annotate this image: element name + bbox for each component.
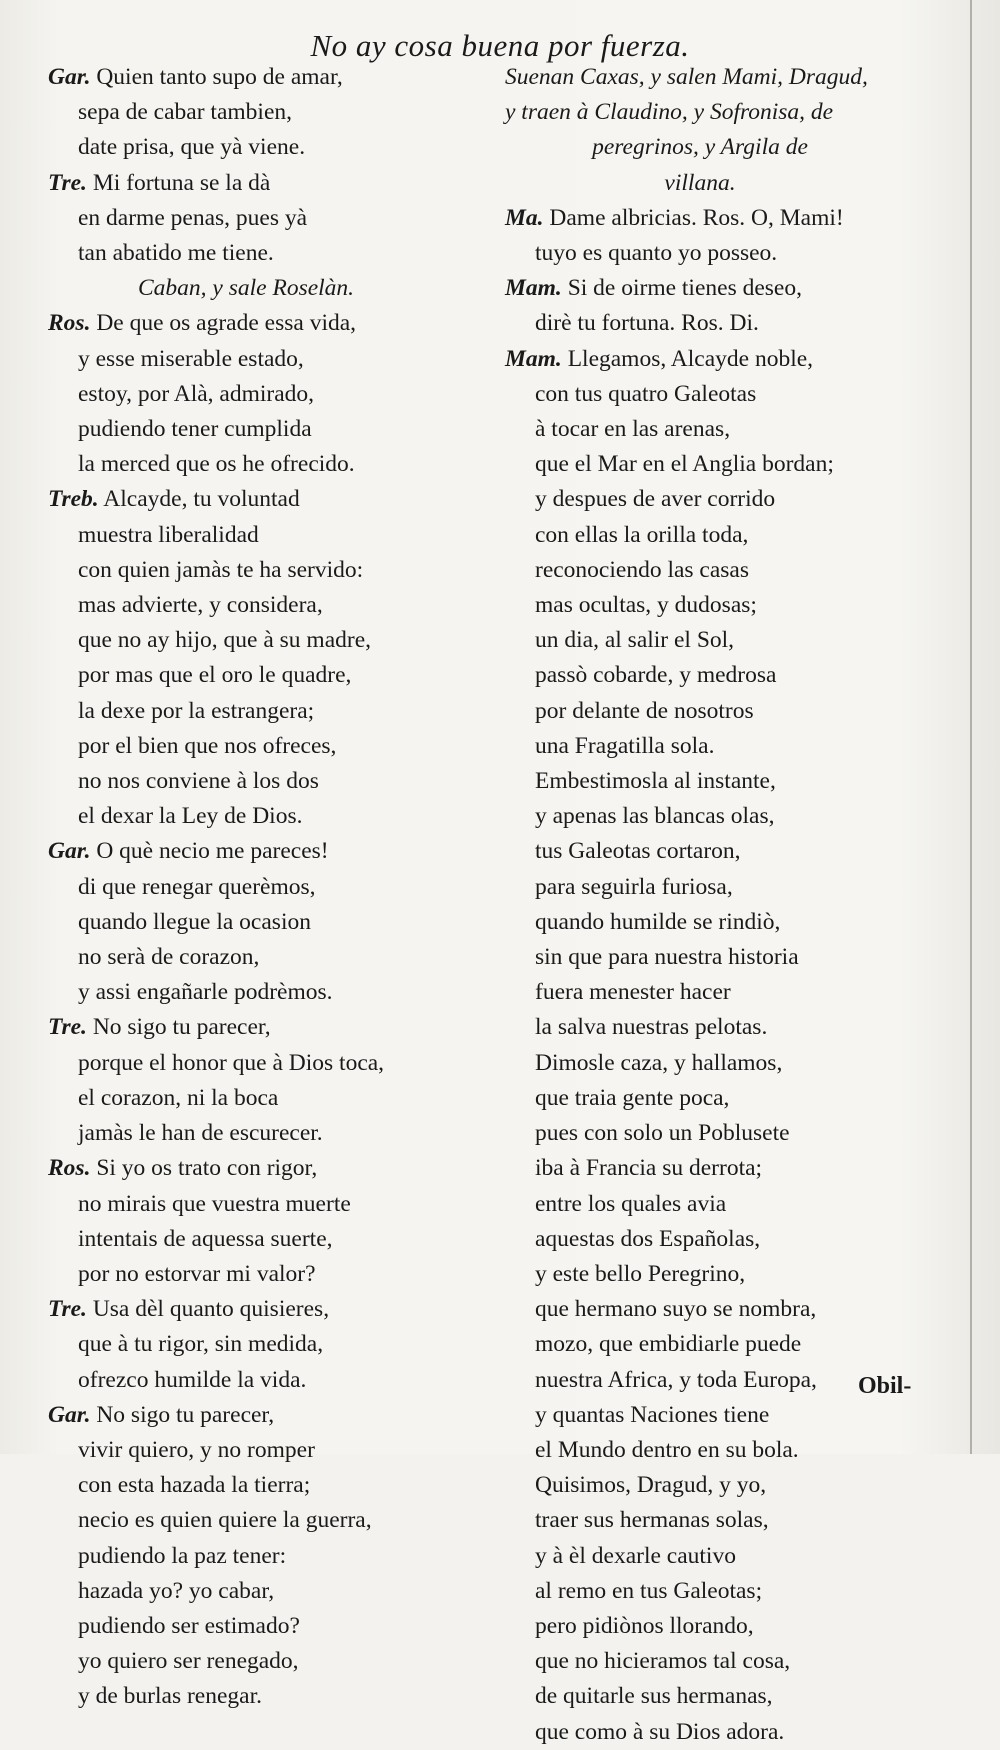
verse-line [505, 236, 895, 271]
verse-text: y esse miserable estado, [78, 345, 304, 372]
verse-text: ofrezco humilde la vida. [78, 1366, 307, 1393]
verse-line [48, 412, 488, 447]
verse-text: la salva nuestras pelotas. [535, 1014, 768, 1041]
verse-line [48, 1503, 488, 1538]
verse-line [505, 975, 895, 1010]
stage-direction: villana. [664, 169, 736, 196]
speaker-name: Tre. [48, 1014, 87, 1041]
verse-line [505, 1539, 895, 1574]
verse-text: que à tu rigor, sin medida, [78, 1331, 324, 1358]
verse-line [48, 482, 488, 517]
verse-line [505, 1468, 895, 1503]
verse-line [505, 1292, 895, 1327]
speaker-name: Mam. [505, 275, 562, 302]
verse-text: No sigo tu parecer, [92, 1014, 271, 1041]
verse-line [48, 201, 488, 236]
verse-text: nuestra Africa, y toda Europa, [535, 1366, 817, 1393]
verse-line [505, 1715, 895, 1750]
speaker-name: Mam. [505, 345, 562, 372]
verse-text: De que os agrade essa vida, [96, 310, 357, 337]
verse-line [48, 1081, 488, 1116]
verse-line [505, 1116, 895, 1151]
verse-text: tan abatido me tiene. [78, 240, 274, 267]
verse-text: sin que para nuestra historia [535, 944, 799, 971]
verse-line [505, 694, 895, 729]
verse-line [48, 1151, 488, 1186]
verse-line [48, 95, 488, 130]
verse-line [48, 1433, 488, 1468]
verse-text: iba à Francia su derrota; [535, 1155, 763, 1182]
verse-text: no mirais que vuestra muerte [78, 1190, 351, 1217]
verse-text: el Mundo dentro en su bola. [535, 1436, 799, 1463]
verse-text: con esta hazada la tierra; [78, 1472, 311, 1499]
running-title: No ay cosa buena por fuerza. [310, 28, 690, 63]
verse-text: pudiendo ser estimado? [78, 1612, 300, 1639]
verse-line [505, 940, 895, 975]
verse-text: tus Galeotas cortaron, [535, 838, 741, 865]
verse-line [505, 658, 895, 693]
verse-line [505, 1574, 895, 1609]
verse-line [48, 623, 488, 658]
verse-line [48, 518, 488, 553]
speaker-name: Tre. [48, 1296, 87, 1323]
verse-text: tuyo es quanto yo posseo. [535, 240, 778, 267]
verse-line [48, 1327, 488, 1362]
verse-text: pues con solo un Poblusete [535, 1120, 790, 1147]
verse-text: Mi fortuna se la dà [92, 169, 271, 196]
verse-text: Embestimosla al instante, [535, 768, 776, 795]
verse-text: con ellas la orilla toda, [535, 521, 749, 548]
speaker-name: Gar. [48, 1401, 91, 1428]
verse-text: Si yo os trato con rigor, [96, 1155, 318, 1182]
stage-direction: Suenan Caxas, y salen Mami, Dragud, [505, 64, 868, 90]
verse-line [48, 1222, 488, 1257]
verse-line [505, 412, 895, 447]
verse-line [505, 518, 895, 553]
verse-line [48, 1679, 488, 1714]
verse-line [48, 905, 488, 940]
verse-line [48, 1257, 488, 1292]
verse-line [505, 1644, 895, 1679]
verse-line [505, 1363, 895, 1398]
verse-line [48, 1539, 488, 1574]
verse-line [48, 1644, 488, 1679]
verse-line [505, 1503, 895, 1538]
verse-text: di que renegar querèmos, [78, 873, 316, 900]
verse-text: que traia gente poca, [535, 1084, 730, 1111]
verse-text: que no hicieramos tal cosa, [535, 1648, 791, 1675]
verse-line [48, 1609, 488, 1644]
verse-line [505, 1433, 895, 1468]
verse-line [48, 447, 488, 482]
verse-line [48, 1116, 488, 1151]
verse-text: por mas que el oro le quadre, [78, 662, 352, 689]
verse-line [48, 940, 488, 975]
verse-text: Dame albricias. Ros. O, Mami! [549, 204, 844, 231]
verse-text: no nos conviene à los dos [78, 768, 319, 795]
verse-text: y despues de aver corrido [535, 486, 776, 513]
verse-line [48, 588, 488, 623]
verse-line [48, 729, 488, 764]
verse-line [505, 1010, 895, 1045]
verse-line [505, 729, 895, 764]
verse-line [505, 799, 895, 834]
verse-text: pero pidiònos llorando, [535, 1612, 754, 1639]
speaker-name: Gar. [48, 64, 91, 90]
left-column [48, 60, 488, 1715]
verse-text: yo quiero ser renegado, [78, 1648, 299, 1675]
verse-text: entre los quales avia [535, 1190, 727, 1217]
verse-line [48, 377, 488, 412]
verse-text: para seguirla furiosa, [535, 873, 733, 900]
verse-text: Quien tanto supo de amar, [96, 64, 343, 90]
verse-line [48, 130, 488, 165]
verse-line [48, 1187, 488, 1222]
verse-line [505, 201, 895, 236]
verse-text: por delante de nosotros [535, 697, 754, 724]
verse-line [48, 342, 488, 377]
verse-text: pudiendo la paz tener: [78, 1542, 287, 1569]
verse-text: traer sus hermanas solas, [535, 1507, 769, 1534]
verse-line [505, 271, 895, 306]
verse-text: con quien jamàs te ha servido: [78, 556, 364, 583]
verse-text: que no ay hijo, que à su madre, [78, 627, 372, 654]
catchword: Obil- [858, 1373, 912, 1399]
verse-line [505, 588, 895, 623]
stage-direction: peregrinos, y Argila de [592, 134, 808, 161]
speaker-name: Gar. [48, 838, 91, 865]
stage-direction: y traen à Claudino, y Sofronisa, de [505, 99, 834, 126]
verse-line [505, 1398, 895, 1433]
speaker-name: Treb. [48, 486, 99, 513]
verse-text: que hermano suyo se nombra, [535, 1296, 817, 1323]
verse-text: Dimosle caza, y hallamos, [535, 1049, 783, 1076]
verse-text: y quantas Naciones tiene [535, 1401, 770, 1428]
verse-text: Alcayde, tu voluntad [103, 486, 300, 513]
verse-line [505, 1679, 895, 1714]
verse-text: muestra liberalidad [78, 521, 259, 548]
verse-text: date prisa, que yà viene. [78, 134, 306, 161]
verse-line [505, 482, 895, 517]
verse-line [48, 60, 488, 95]
verse-text: que el Mar en el Anglia bordan; [535, 451, 834, 478]
verse-text: la dexe por la estrangera; [78, 697, 315, 724]
verse-line [48, 834, 488, 869]
verse-text: dirè tu fortuna. Ros. Di. [535, 310, 759, 337]
verse-text: el dexar la Ley de Dios. [78, 803, 303, 830]
verse-line [505, 306, 895, 341]
verse-text: no serà de corazon, [78, 944, 260, 971]
verse-text: Si de oirme tienes deseo, [567, 275, 802, 302]
page-edge [970, 0, 972, 1454]
speaker-name: Ma. [505, 204, 544, 231]
verse-text: y apenas las blancas olas, [535, 803, 775, 830]
verse-line [505, 1046, 895, 1081]
verse-line [505, 623, 895, 658]
verse-text: el corazon, ni la boca [78, 1084, 279, 1111]
speaker-name: Ros. [48, 310, 91, 337]
verse-line [505, 870, 895, 905]
verse-text: sepa de cabar tambien, [78, 99, 293, 126]
verse-text: y de burlas renegar. [78, 1683, 263, 1710]
verse-line [48, 799, 488, 834]
verse-text: al remo en tus Galeotas; [535, 1577, 763, 1604]
verse-text: No sigo tu parecer, [96, 1401, 275, 1428]
verse-text: aquestas dos Españolas, [535, 1225, 761, 1252]
verse-text: jamàs le han de escurecer. [78, 1120, 323, 1147]
verse-line [505, 905, 895, 940]
verse-text: vivir quiero, y no romper [78, 1436, 315, 1463]
verse-line [505, 1151, 895, 1186]
verse-text: por el bien que nos ofreces, [78, 732, 337, 759]
verse-line [48, 1010, 488, 1045]
verse-line [48, 1046, 488, 1081]
verse-line [48, 694, 488, 729]
verse-text: la merced que os he ofrecido. [78, 451, 355, 478]
verse-line [48, 975, 488, 1010]
speaker-name: Ros. [48, 1155, 91, 1182]
verse-text: Quisimos, Dragud, y yo, [535, 1472, 767, 1499]
verse-text: que como à su Dios adora. [535, 1718, 785, 1745]
verse-line [505, 342, 895, 377]
verse-text: hazada yo? yo cabar, [78, 1577, 275, 1604]
verse-text: un dia, al salir el Sol, [535, 627, 735, 654]
verse-line [505, 1257, 895, 1292]
verse-line [505, 1222, 895, 1257]
verse-line [505, 553, 895, 588]
verse-line [48, 1292, 488, 1327]
verse-line [505, 834, 895, 869]
verse-text: O què necio me pareces! [96, 838, 329, 865]
verse-text: à tocar en las arenas, [535, 416, 731, 443]
verse-text: quando humilde se rindiò, [535, 908, 781, 935]
verse-text: mas advierte, y considera, [78, 592, 323, 619]
verse-line [505, 447, 895, 482]
verse-text: por no estorvar mi valor? [78, 1260, 316, 1287]
verse-text: mas ocultas, y dudosas; [535, 592, 757, 619]
verse-line [505, 377, 895, 412]
verse-line [48, 1363, 488, 1398]
verse-line [48, 1398, 488, 1433]
verse-text: quando llegue la ocasion [78, 908, 311, 935]
verse-line [505, 1327, 895, 1362]
verse-line [48, 1574, 488, 1609]
verse-text: intentais de aquessa suerte, [78, 1225, 333, 1252]
verse-line [48, 236, 488, 271]
verse-text: Llegamos, Alcayde noble, [567, 345, 814, 372]
verse-text: reconociendo las casas [535, 556, 750, 583]
verse-text: fuera menester hacer [535, 979, 731, 1006]
right-column [505, 60, 895, 1750]
verse-line [505, 764, 895, 799]
verse-line [505, 1081, 895, 1116]
verse-text: Usa dèl quanto quisieres, [92, 1296, 330, 1323]
verse-text: y à èl dexarle cautivo [535, 1542, 736, 1569]
verse-text: pudiendo tener cumplida [78, 416, 312, 443]
verse-line [505, 1187, 895, 1222]
verse-text: estoy, por Alà, admirado, [78, 380, 315, 407]
verse-text: mozo, que embidiarle puede [535, 1331, 802, 1358]
verse-text: passò cobarde, y medrosa [535, 662, 777, 689]
verse-text: y assi engañarle podrèmos. [78, 979, 333, 1006]
verse-line [48, 306, 488, 341]
verse-text: una Fragatilla sola. [535, 732, 715, 759]
verse-text: y este bello Peregrino, [535, 1260, 746, 1287]
verse-line [48, 1468, 488, 1503]
verse-line [48, 166, 488, 201]
verse-line [48, 870, 488, 905]
verse-text: necio es quien quiere la guerra, [78, 1507, 372, 1534]
speaker-name: Tre. [48, 169, 87, 196]
verse-line [48, 764, 488, 799]
verse-line [505, 1609, 895, 1644]
verse-text: de quitarle sus hermanas, [535, 1683, 773, 1710]
verse-line [48, 553, 488, 588]
verse-text: porque el honor que à Dios toca, [78, 1049, 385, 1076]
verse-text: con tus quatro Galeotas [535, 380, 757, 407]
verse-text: en darme penas, pues yà [78, 204, 308, 231]
verse-line [48, 658, 488, 693]
stage-direction: Caban, y sale Roselàn. [138, 275, 355, 302]
